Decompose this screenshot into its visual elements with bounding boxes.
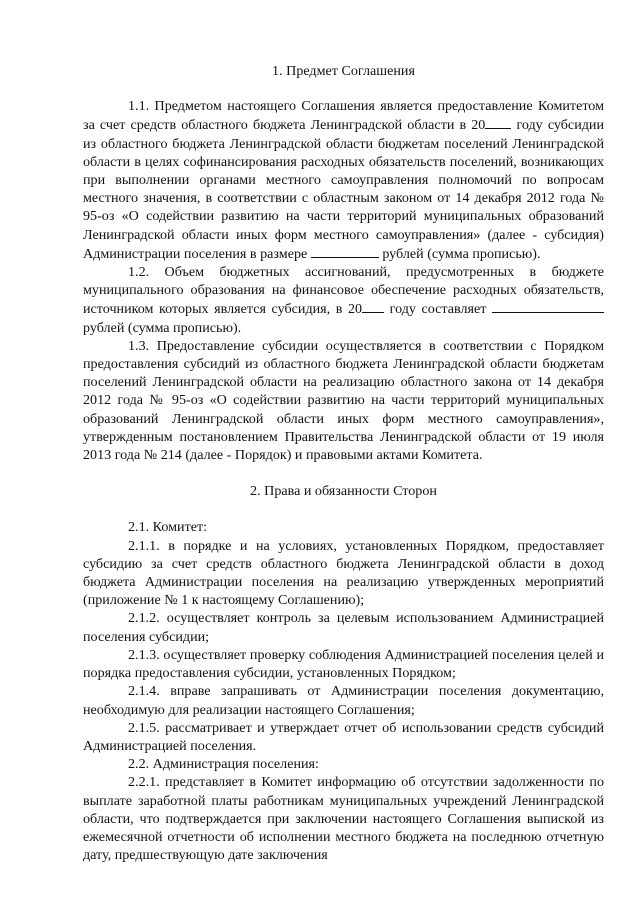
amount-blank — [311, 244, 379, 258]
section-1-title: 1. Предмет Соглашения — [272, 63, 415, 79]
paragraph-1-1 — [83, 97, 604, 263]
paragraph-2-2: 2.2. Администрация поселения: — [128, 756, 319, 773]
paragraph-1-3: 1.3. Предоставление субсидии осуществляется в соответствии с Порядком предоставления субсидий из областного бюджета Ленинградской области бюджетам поселений Ленинградской области на реализацию областного закона от 14 декабря 2012 года № 95-оз «О содействии развитию на части территорий муниципальных образований Ленинградской области иных форм местного самоуправления», утвержденным постановлением Правительства Ленинградской области от 19 июля 2013 года № 214 (далее - Порядок) и правовыми актами Комитета. — [83, 337, 604, 464]
paragraph-2-1-2: 2.1.2. осуществляет контроль за целевым использованием Администрацией поселения субсидии; — [83, 610, 604, 645]
paragraph-2-1-4: 2.1.4. вправе запрашивать от Администрации поселения документацию, необходимую для реализации настоящего Соглашения; — [83, 683, 604, 718]
year-blank — [485, 115, 511, 129]
paragraph-1-1-part-b: году субсидии из областного бюджета Ленинградской области бюджетам поселений Ленинградской области в целях софинансирования расходных обязательств поселений, возникающих при выполнении органами местного самоуправления полномочий по вопросам местного значения, в соответствии с областным законом от 14 декабря 2012 года № 95-оз «О содействии развитию на части территорий муниципальных образований Ленинградской области иных форм местного самоуправления» (далее - субсидия) Администрации поселения в размере — [83, 117, 604, 262]
amount-blank-2 — [492, 299, 604, 313]
paragraph-1-2-part-b: году составляет — [384, 301, 492, 318]
paragraph-2-2-1: 2.2.1. представляет в Комитет информацию об отсутствии задолженности по выплате заработной платы работникам муниципальных учреждений Ленинградской области, что подтверждается при заключении настоящего Соглашения выпиской из ежемесячной отчетности об исполнении местного бюджета на последнюю отчетную дату, предшествующую дате заключения — [83, 774, 604, 864]
paragraph-1-2-part-c: рублей (сумма прописью). — [83, 319, 242, 336]
paragraph-2-1-5: 2.1.5. рассматривает и утверждает отчет об использовании средств субсидий Администрацией поселения. — [83, 719, 604, 754]
paragraph-1-2 — [83, 263, 604, 337]
section-2-title: 2. Права и обязанности Сторон — [250, 483, 437, 500]
paragraph-1-2-part-a: 1.2. Объем бюджетных ассигнований, предусмотренных в бюджете муниципального образования на финансовое обеспечение расходных обязательств, источником которых является субсидия, в 20 — [83, 264, 604, 318]
paragraph-2-1-3: 2.1.3. осуществляет проверку соблюдения Администрацией поселения целей и порядка предоставления субсидии, установленных Порядком; — [83, 646, 604, 682]
paragraph-1-1-part-a: 1.1. Предметом настоящего Соглашения является предоставление Комитетом за счет средств областного бюджета Ленинградской области в 20 — [83, 98, 604, 134]
paragraph-1-1-part-c: рублей (сумма прописью). — [378, 245, 541, 262]
year-blank-2 — [362, 299, 384, 313]
paragraph-2-1-1: 2.1.1. в порядке и на условиях, установленных Порядком, предоставляет субсидию за счет средств областного бюджета Ленинградской области в доход бюджета Администрации поселения на реализацию утвержденных мероприятий (приложение № 1 к настоящему Соглашению); — [83, 537, 604, 609]
paragraph-2-1: 2.1. Комитет: — [128, 519, 208, 536]
